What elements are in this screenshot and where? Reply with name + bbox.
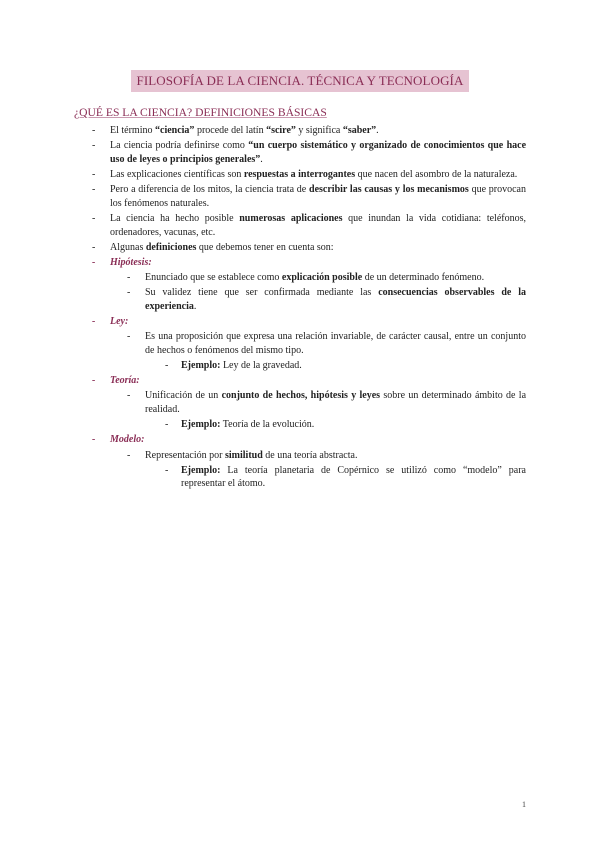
bullet-dash: -	[165, 360, 169, 372]
page-title: FILOSOFÍA DE LA CIENCIA. TÉCNICA Y TECNOLOGÍA	[131, 70, 470, 92]
term-label: Teoría:	[110, 375, 140, 387]
list-item	[0, 449, 600, 463]
bullet-dash: -	[127, 449, 131, 461]
example-text: Ejemplo: Teoría de la evolución.	[181, 419, 315, 431]
bullet-dash: -	[127, 331, 131, 343]
list-item	[0, 389, 600, 416]
list-item	[0, 330, 600, 357]
list-item	[0, 124, 600, 138]
term-ley	[0, 315, 600, 329]
item-text: Representación por similitud de una teoría abstracta.	[145, 449, 358, 461]
example-text: Ejemplo: La teoría planetaria de Copérnico se utilizó como “modelo” para representar el átomo.	[181, 464, 526, 490]
bullet-dash: -	[127, 390, 131, 402]
item-text: Algunas definiciones que debemos tener en cuenta son:	[110, 241, 334, 253]
example-text: Ejemplo: Ley de la gravedad.	[181, 360, 302, 372]
bullet-dash: -	[92, 140, 96, 152]
term-hipotesis	[0, 256, 600, 270]
list-item	[0, 241, 600, 255]
bullet-dash: -	[165, 464, 169, 476]
bullet-dash: -	[127, 272, 131, 284]
list-item	[0, 139, 600, 166]
item-text: Es una proposición que expresa una relación invariable, de carácter causal, entre un conjunto de hechos o fenómenos del mismo tipo.	[145, 331, 526, 356]
title-block	[0, 70, 600, 92]
list-item	[0, 183, 600, 210]
item-text: La ciencia podría definirse como “un cuerpo sistemático y organizado de conocimientos que hace uso de leyes o principios generales”.	[110, 140, 527, 165]
bullet-dash: -	[92, 212, 96, 224]
term-teoria	[0, 374, 600, 388]
list-item	[0, 212, 600, 239]
content-list	[0, 124, 600, 493]
term-modelo	[0, 433, 600, 447]
example-item	[0, 359, 600, 373]
term-label: Modelo:	[110, 434, 145, 446]
term-label: Ley:	[110, 316, 129, 328]
bullet-dash: -	[92, 256, 96, 268]
section-heading: ¿QUÉ ES LA CIENCIA? DEFINICIONES BÁSICAS	[74, 106, 327, 119]
bullet-dash: -	[92, 434, 96, 446]
page-number: 1	[522, 800, 526, 809]
item-text: Las explicaciones científicas son respuestas a interrogantes que nacen del asombro de la naturaleza.	[110, 168, 518, 180]
bullet-dash: -	[127, 287, 131, 299]
list-item	[0, 168, 600, 182]
example-item	[0, 418, 600, 432]
bullet-dash: -	[92, 316, 96, 328]
list-item	[0, 286, 600, 313]
term-label: Hipótesis:	[110, 256, 152, 268]
bullet-dash: -	[92, 375, 96, 387]
bullet-dash: -	[165, 419, 169, 431]
example-item	[0, 464, 600, 491]
item-text: Pero a diferencia de los mitos, la ciencia trata de describir las causas y los mecanismos que provocan los fenómenos naturales.	[110, 184, 526, 209]
item-text: Unificación de un conjunto de hechos, hipótesis y leyes sobre un determinado ámbito de la realidad.	[145, 390, 527, 415]
bullet-dash: -	[92, 125, 96, 136]
item-text: La ciencia ha hecho posible numerosas aplicaciones que inundan la vida cotidiana: teléfonos, ordenadores, vacunas, etc.	[110, 212, 526, 238]
list-item	[0, 271, 600, 285]
item-text: Su validez tiene que ser confirmada mediante las consecuencias observables de la experiencia.	[145, 287, 526, 312]
item-text: El término “ciencia” procede del latín “scire” y significa “saber”.	[110, 125, 379, 136]
item-text: Enunciado que se establece como explicación posible de un determinado fenómeno.	[145, 272, 485, 284]
bullet-dash: -	[92, 184, 96, 196]
bullet-dash: -	[92, 168, 96, 180]
bullet-dash: -	[92, 241, 96, 253]
